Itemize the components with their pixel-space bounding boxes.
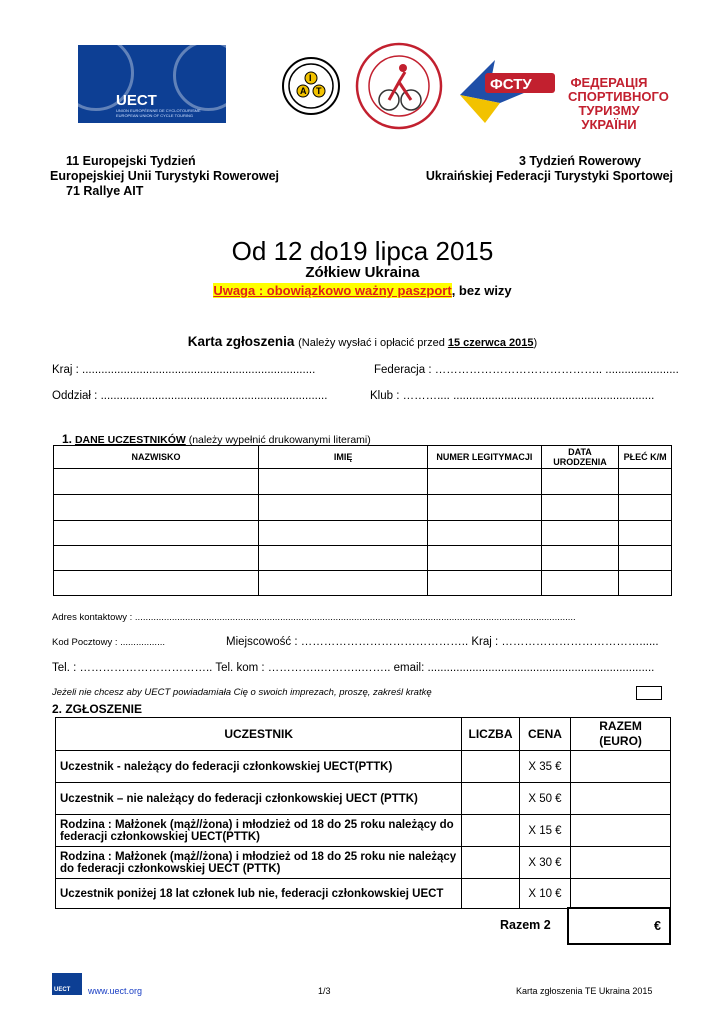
optout-checkbox[interactable] bbox=[636, 686, 662, 700]
total-cell[interactable] bbox=[571, 751, 671, 783]
table-row[interactable] bbox=[54, 495, 672, 521]
col-birthdate: DATA URODZENIA bbox=[541, 446, 619, 469]
event-left-line1: 11 Europejski Tydzień bbox=[66, 154, 196, 168]
warning-rest: , bez wizy bbox=[451, 283, 512, 298]
event-left-line2: Europejskiej Unii Turystyki Rowerowej bbox=[50, 169, 279, 183]
page-title: Od 12 do19 lipca 2015 bbox=[231, 236, 494, 266]
uect-logo: UECT UNION EUROPÉENNE DE CYCLOTOURISME EUROPEAN UNION OF CYCLE TOURING bbox=[78, 45, 226, 123]
row-label: Uczestnik – nie należący do federacji członkowskiej UECT (PTTK) bbox=[56, 783, 462, 815]
section1-number: 1. bbox=[62, 432, 73, 446]
form-note bbox=[298, 337, 537, 349]
footer-url[interactable]: www.uect.org bbox=[88, 986, 143, 996]
location: Zółkiew Ukraina bbox=[305, 264, 420, 281]
participants-header-row bbox=[54, 446, 672, 469]
phone-field[interactable]: Tel. : …………………………….. Tel. kom : …………..………..…….. email: ....................................................................... bbox=[52, 662, 655, 674]
fstu-name: ФЕДЕРАЦІЯ СПОРТИВНОГО ТУРИЗМУ УКРАЇНИ bbox=[568, 75, 669, 132]
col-price: CENA bbox=[519, 718, 570, 751]
count-cell[interactable] bbox=[462, 879, 519, 909]
table-row[interactable] bbox=[54, 469, 672, 495]
col-firstname: IMIĘ bbox=[259, 446, 428, 469]
price-cell: X 30 € bbox=[519, 847, 570, 879]
optout-text: Jeżeli nie chcesz aby UECT powiadamiała Cię o swoich imprezach, proszę, zakreśl kratkę bbox=[52, 687, 432, 698]
row-label: Rodzina : Małżonek (mąż//żona) i młodzież od 18 do 25 roku należący do federacji członkowskiej UECT(PTTK) bbox=[56, 815, 462, 847]
table-row[interactable] bbox=[54, 571, 672, 596]
col-total-line1: RAZEM bbox=[599, 719, 642, 733]
section1-heading bbox=[62, 432, 371, 446]
club-field[interactable]: Klub : ……….... ............................................................... bbox=[370, 390, 655, 402]
table-row[interactable] bbox=[54, 521, 672, 546]
city-field[interactable]: Miejscowość : …………………………………….. Kraj : ………………………………...... bbox=[226, 636, 659, 648]
table-row[interactable] bbox=[54, 546, 672, 571]
row-label: Rodzina : Małżonek (mąż//żona) i młodzież od 18 do 25 roku nie należący do federacji członkowskiej UECT (PTTK) bbox=[56, 847, 462, 879]
col-count: LICZBA bbox=[462, 718, 519, 751]
col-gender: PŁEĆ K/M bbox=[619, 446, 672, 469]
count-cell[interactable] bbox=[462, 751, 519, 783]
form-title: Karta zgłoszenia bbox=[187, 334, 295, 349]
row-label: Uczestnik poniżej 18 lat członek lub nie, federacji członkowskiej UECT bbox=[56, 879, 462, 909]
event-left-line3: 71 Rallye AIT bbox=[66, 184, 144, 198]
total-cell[interactable] bbox=[571, 879, 671, 909]
fstu-abbr: ФСТУ bbox=[490, 76, 532, 93]
price-cell: X 35 € bbox=[519, 751, 570, 783]
event-right-line1: 3 Tydzień Rowerowy bbox=[518, 154, 641, 168]
footer-logo bbox=[52, 973, 82, 995]
total-cell[interactable] bbox=[571, 815, 671, 847]
country-field[interactable]: Kraj : ......................................................................... bbox=[52, 364, 316, 376]
sum-currency: € bbox=[654, 919, 661, 933]
col-surname: NAZWISKO bbox=[54, 446, 259, 469]
table-row bbox=[56, 751, 671, 783]
footer-doc-name: Karta zgłoszenia TE Ukraina 2015 bbox=[516, 986, 653, 996]
col-total-line2: (EURO) bbox=[599, 734, 642, 748]
count-cell[interactable] bbox=[462, 815, 519, 847]
form-deadline: 15 czerwca 2015 bbox=[447, 337, 534, 349]
warning-highlight: Uwaga : obowiązkowo ważny paszport bbox=[213, 283, 452, 298]
form-heading bbox=[0, 334, 725, 349]
price-cell: X 15 € bbox=[519, 815, 570, 847]
total-cell[interactable] bbox=[571, 847, 671, 879]
ait-logo bbox=[281, 56, 341, 116]
registration-header-row bbox=[56, 718, 671, 751]
address-field[interactable]: Adres kontaktowy : ....................................................................................................................................................................... bbox=[52, 612, 576, 623]
ait-letter-t: T bbox=[316, 86, 322, 96]
count-cell[interactable] bbox=[462, 847, 519, 879]
registration-table bbox=[55, 717, 671, 909]
federation-field[interactable]: Federacja : …………………………………….. ....................... bbox=[374, 364, 679, 376]
total-cell[interactable] bbox=[571, 783, 671, 815]
sum-box[interactable] bbox=[567, 907, 671, 945]
ait-letter-a: A bbox=[300, 86, 307, 96]
row-label: Uczestnik - należący do federacji członkowskiej UECT(PTTK) bbox=[56, 751, 462, 783]
table-row bbox=[56, 879, 671, 909]
cycling-week-seal bbox=[355, 42, 443, 130]
section1-note: (należy wypełnić drukowanymi literami) bbox=[188, 434, 371, 446]
passport-warning bbox=[0, 283, 725, 298]
ait-letter-i: I bbox=[309, 73, 312, 83]
event-right-line2: Ukraińskiej Federacji Turystyki Sportowej bbox=[425, 169, 673, 183]
table-row bbox=[56, 783, 671, 815]
form-note-pre: (Należy wysłać i opłacić przed bbox=[298, 337, 448, 349]
participants-table bbox=[53, 445, 672, 596]
postcode-field[interactable]: Kod Pocztowy : ................. bbox=[52, 637, 165, 648]
col-total bbox=[571, 718, 671, 751]
form-note-post: ) bbox=[533, 337, 538, 349]
col-participant: UCZESTNIK bbox=[56, 718, 462, 751]
price-cell: X 10 € bbox=[519, 879, 570, 909]
table-row bbox=[56, 815, 671, 847]
col-id-number: NUMER LEGITYMACJI bbox=[428, 446, 541, 469]
section2-title: 2. ZGŁOSZENIE bbox=[52, 702, 143, 716]
branch-field[interactable]: Oddział : ....................................................................... bbox=[52, 390, 328, 402]
footer-logo-text: UECT bbox=[54, 987, 71, 993]
price-cell: X 50 € bbox=[519, 783, 570, 815]
page-number: 1/3 bbox=[318, 986, 331, 996]
count-cell[interactable] bbox=[462, 783, 519, 815]
section1-title: DANE UCZESTNIKÓW bbox=[74, 434, 186, 446]
table-row bbox=[56, 847, 671, 879]
sum-label: Razem 2 bbox=[500, 918, 551, 932]
